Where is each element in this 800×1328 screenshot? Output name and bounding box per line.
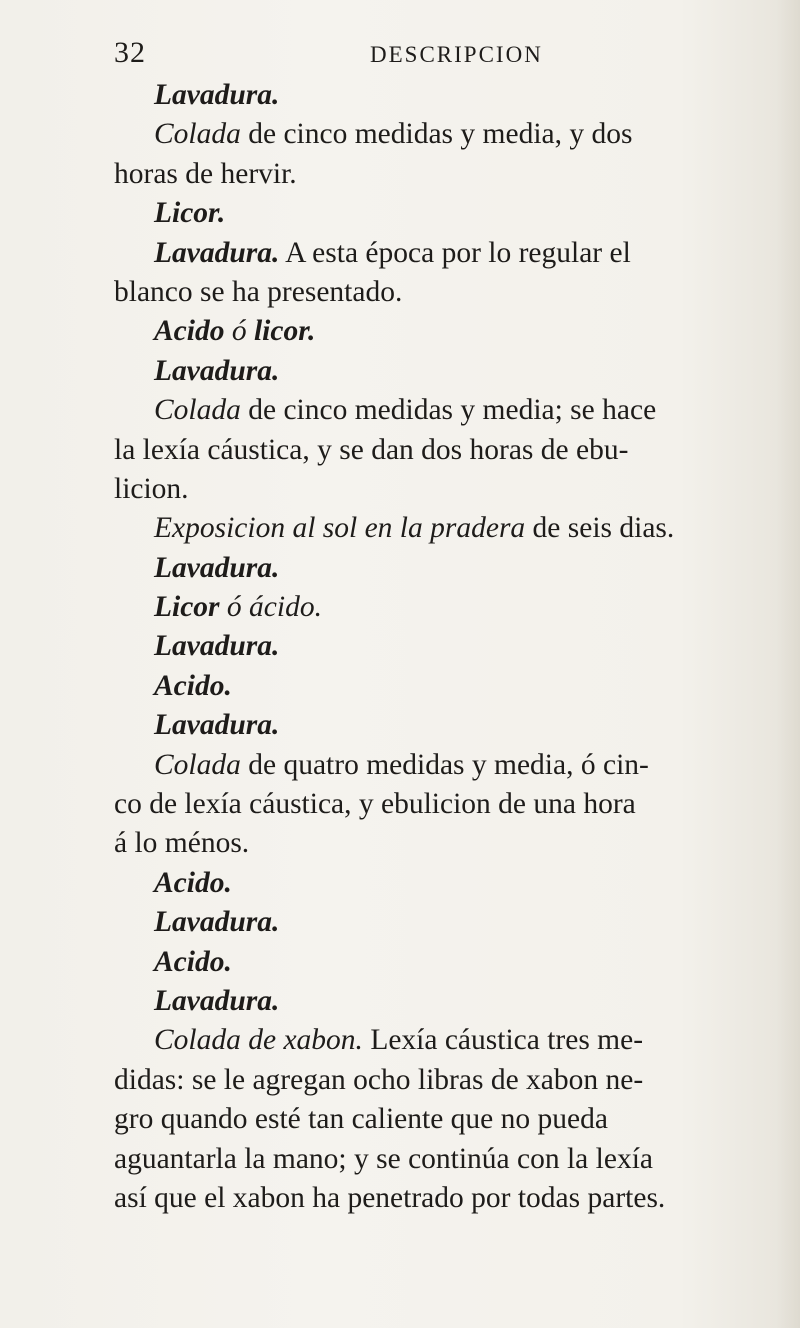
text-segment: á lo ménos. [114,827,250,860]
text-segment: licor. [253,315,316,348]
text-line [114,982,774,1021]
text-line [114,273,774,312]
text-segment: Lavadura. [154,630,280,663]
text-segment: Colada de xabon. [154,1024,363,1057]
text-line [114,903,774,942]
text-line [114,470,774,509]
text-segment: ó [224,315,254,348]
text-segment: licion. [114,472,189,505]
text-line [114,943,774,982]
text-line [114,1179,774,1218]
text-line [114,509,774,548]
text-segment: didas: se le agregan ocho libras de xabon ne- [114,1063,644,1096]
text-segment: Lavadura. [154,551,280,584]
text-segment: Lavadura. [154,236,280,269]
text-segment: gro quando esté tan caliente que no pueda [114,1103,608,1136]
text-line [114,115,774,154]
text-line [114,627,774,666]
text-segment: ó ácido. [219,591,322,624]
text-segment: A esta época por lo regular el [279,236,631,269]
text-segment: blanco se ha presentado. [114,275,403,308]
text-segment: Colada [154,118,241,151]
text-segment: de cinco medidas y media, y dos [240,118,633,151]
text-line [114,391,774,430]
text-segment: Acido. [154,669,232,702]
text-segment: de cinco medidas y media; se hace [240,394,657,427]
text-line [114,864,774,903]
text-line [114,431,774,470]
text-segment: Acido. [154,866,232,899]
text-line [114,1140,774,1179]
text-line [114,824,774,863]
text-segment: Acido [154,315,225,348]
running-head: DESCRIPCION [370,42,543,67]
text-segment: Lavadura. [154,709,280,742]
text-line [114,588,774,627]
text-segment: Licor. [154,197,226,230]
text-segment: aguantarla la mano; y se continúa con la lexía [114,1142,653,1175]
body-text [114,76,774,1218]
text-line [114,549,774,588]
text-segment: Lexía cáustica tres me- [362,1024,644,1057]
text-segment: de quatro medidas y media, ó cin- [240,748,649,781]
text-segment: Licor [154,591,220,624]
text-segment: Colada [154,394,241,427]
text-segment: horas de hervir. [114,157,297,190]
text-line [114,1021,774,1060]
text-line [114,1100,774,1139]
text-line [114,234,774,273]
text-segment: Lavadura. [154,906,280,939]
text-segment: Acido. [154,945,232,978]
text-line [114,706,774,745]
text-line [114,76,774,115]
page-number: 32 [114,36,146,69]
text-line [114,352,774,391]
text-segment: Exposicion al sol en la pradera [154,512,526,545]
text-line [114,1061,774,1100]
text-segment: Lavadura. [154,354,280,387]
text-segment: Colada [154,748,241,781]
text-segment: de seis dias. [525,512,675,545]
text-line [114,155,774,194]
text-line [114,312,774,351]
text-segment: así que el xabon ha penetrado por todas partes. [114,1181,666,1214]
text-segment: Lavadura. [154,984,280,1017]
text-line [114,785,774,824]
text-line [114,746,774,785]
text-segment: Lavadura. [154,79,280,111]
text-segment: la lexía cáustica, y se dan dos horas de ebu- [114,433,629,466]
page-header [114,34,754,74]
text-line [114,667,774,706]
text-line [114,194,774,233]
text-segment: co de lexía cáustica, y ebulicion de una hora [114,788,636,821]
